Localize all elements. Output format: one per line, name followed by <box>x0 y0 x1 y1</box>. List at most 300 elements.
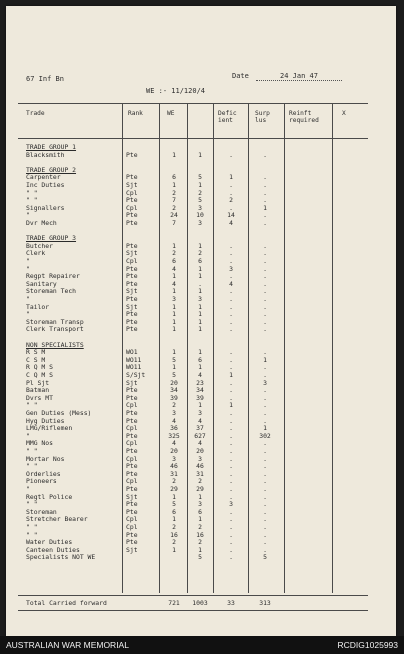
rank-cell: Cpl <box>126 439 138 448</box>
total-label: Total Carried forward <box>26 600 107 607</box>
actual-cell: 1 <box>198 264 202 273</box>
actual-cell: 37 <box>196 424 204 433</box>
we-cell: 4 <box>172 416 176 425</box>
col-header-deficient-2: ient <box>218 117 233 124</box>
surplus-cell: . <box>263 325 267 334</box>
deficient-cell: . <box>229 272 233 281</box>
we-cell: 36 <box>170 424 178 433</box>
we-cell: 24 <box>170 211 178 220</box>
trade-cell: Hyg Duties <box>26 417 65 425</box>
actual-cell: 2 <box>198 538 202 547</box>
trade-cell: MMG Nos <box>26 440 53 448</box>
rank-cell: Pte <box>126 241 138 250</box>
trade-cell: Dvr Mech <box>26 220 57 227</box>
rank-cell: Pte <box>126 447 138 455</box>
actual-cell: 3 <box>198 454 202 463</box>
total-we: 721 <box>168 599 180 607</box>
trade-cell: " <box>26 311 30 319</box>
deficient-cell: . <box>229 150 233 159</box>
rank-cell: Cpl <box>126 203 138 212</box>
actual-cell: 20 <box>196 447 204 455</box>
trade-cell: " <box>26 265 30 273</box>
deficient-cell: . <box>229 287 233 296</box>
deficient-cell: . <box>229 386 233 395</box>
surplus-cell: . <box>263 371 267 379</box>
surplus-cell: . <box>263 295 267 303</box>
rank-cell: Sjt <box>126 492 138 501</box>
deficient-cell: . <box>229 447 233 455</box>
col-header-rank: Rank <box>128 110 143 117</box>
we-cell: 1 <box>172 363 176 372</box>
total-actual: 1003 <box>192 599 208 607</box>
deficient-cell: . <box>229 477 233 486</box>
actual-cell: 1 <box>198 317 202 326</box>
surplus-cell: 302 <box>259 431 271 440</box>
deficient-cell: . <box>229 492 233 501</box>
actual-cell: 6 <box>198 507 202 516</box>
we-cell: 1 <box>172 241 176 250</box>
actual-cell: 1 <box>198 181 202 189</box>
actual-cell: 29 <box>196 485 204 493</box>
rank-cell: Cpl <box>126 424 138 433</box>
deficient-cell: 1 <box>229 401 233 410</box>
trade-cell: " " <box>26 402 38 410</box>
we-cell: 325 <box>168 431 180 440</box>
surplus-cell: . <box>263 492 267 501</box>
rank-cell: Pte <box>126 409 138 417</box>
rank-cell: WO11 <box>126 363 142 372</box>
surplus-cell: . <box>263 310 267 319</box>
total-surplus: 313 <box>259 599 271 607</box>
actual-cell: 6 <box>198 257 202 265</box>
we-cell: 1 <box>172 287 176 296</box>
we-cell: 4 <box>172 279 176 288</box>
surplus-cell: . <box>263 545 267 554</box>
we-cell: 1 <box>172 317 176 326</box>
unit-name: 67 Inf Bn <box>26 75 64 83</box>
actual-cell: 1 <box>198 272 202 281</box>
we-cell: 7 <box>172 196 176 205</box>
trade-cell: R S M <box>26 349 46 357</box>
rank-cell: Sjt <box>126 287 138 296</box>
surplus-cell: . <box>263 196 267 205</box>
table-row <box>6 159 396 167</box>
we-cell: 20 <box>170 378 178 387</box>
surplus-cell: . <box>263 181 267 189</box>
rank-cell: WO1 <box>126 348 138 357</box>
we-cell: 6 <box>172 507 176 516</box>
deficient-cell: . <box>229 363 233 372</box>
total-rule-bottom <box>18 610 368 611</box>
rank-cell: Sjt <box>126 545 138 554</box>
header-rule <box>18 138 368 139</box>
trade-cell: NON SPECIALISTS <box>26 341 84 349</box>
rank-cell: Cpl <box>126 257 138 265</box>
actual-cell: 4 <box>198 371 202 379</box>
we-cell: 6 <box>172 173 176 182</box>
actual-cell: 1 <box>198 287 202 296</box>
we-cell: 20 <box>170 447 178 455</box>
table-row <box>6 220 396 228</box>
deficient-cell: . <box>229 295 233 303</box>
surplus-cell: . <box>263 515 267 524</box>
rank-cell: Pte <box>126 416 138 425</box>
surplus-cell: . <box>263 469 267 478</box>
rank-cell: Pte <box>126 295 138 303</box>
surplus-cell: . <box>263 317 267 326</box>
footer-source: AUSTRALIAN WAR MEMORIAL <box>6 640 129 650</box>
trade-cell: R Q M S <box>26 364 53 372</box>
rank-cell: Cpl <box>126 523 138 531</box>
rank-cell: Pte <box>126 173 138 182</box>
deficient-cell: . <box>229 181 233 189</box>
we-cell: 2 <box>172 401 176 410</box>
actual-cell: 3 <box>198 500 202 509</box>
we-cell: 7 <box>172 219 176 227</box>
surplus-cell: 3 <box>263 378 267 387</box>
rank-cell: Pte <box>126 219 138 227</box>
table-row <box>6 554 396 562</box>
trade-cell: Orderlies <box>26 470 61 478</box>
surplus-cell: 5 <box>263 553 267 562</box>
deficient-cell: . <box>229 317 233 326</box>
deficient-cell: . <box>229 507 233 516</box>
actual-cell: 2 <box>198 249 202 258</box>
surplus-cell: . <box>263 538 267 547</box>
actual-cell: 5 <box>198 553 202 562</box>
trade-cell: Clerk <box>26 250 46 258</box>
rank-cell: Cpl <box>126 188 138 197</box>
rank-cell: Pte <box>126 530 138 539</box>
rank-cell: Pte <box>126 538 138 547</box>
trade-cell: " <box>26 486 30 493</box>
trade-cell: Blacksmith <box>26 151 65 159</box>
deficient-cell: . <box>229 553 233 562</box>
we-cell: 1 <box>172 545 176 554</box>
trade-cell: Storeman <box>26 508 57 516</box>
table-row <box>6 326 396 334</box>
actual-cell: 3 <box>198 203 202 212</box>
table-row <box>6 334 396 342</box>
deficient-cell: . <box>229 523 233 531</box>
rank-cell: Pte <box>126 211 138 220</box>
trade-cell: C Q M S <box>26 372 53 379</box>
surplus-cell: . <box>263 409 267 417</box>
col-header-reinft: Reinft <box>289 110 312 117</box>
actual-cell: 1 <box>198 241 202 250</box>
surplus-cell: 1 <box>263 355 267 364</box>
table-top-rule <box>18 103 368 104</box>
trade-cell: " " <box>26 197 38 205</box>
surplus-cell: . <box>263 485 267 493</box>
trade-cell: " " <box>26 189 38 197</box>
surplus-cell: . <box>263 287 267 296</box>
actual-cell: 1 <box>198 325 202 334</box>
trade-cell: Regpt Repairer <box>26 273 80 281</box>
deficient-cell: . <box>229 188 233 197</box>
rank-cell: Pte <box>126 462 138 471</box>
we-cell: 3 <box>172 454 176 463</box>
deficient-cell: . <box>229 545 233 554</box>
rank-cell: Pte <box>126 325 138 334</box>
surplus-cell: . <box>263 279 267 288</box>
rank-cell: Pte <box>126 500 138 509</box>
we-cell: 29 <box>170 485 178 493</box>
trade-cell: C S M <box>26 356 46 364</box>
surplus-cell: . <box>263 507 267 516</box>
trade-cell: Batman <box>26 387 50 395</box>
actual-cell: 3 <box>198 409 202 417</box>
deficient-cell: . <box>229 302 233 311</box>
deficient-cell: 3 <box>229 500 233 509</box>
document-page <box>6 6 396 636</box>
col-header-reinft-2: required <box>289 117 319 124</box>
surplus-cell: . <box>263 241 267 250</box>
deficient-cell: . <box>229 454 233 463</box>
deficient-cell: . <box>229 469 233 478</box>
we-cell: 2 <box>172 188 176 197</box>
rank-cell: Pte <box>126 393 138 402</box>
deficient-cell: . <box>229 485 233 493</box>
we-cell: 1 <box>172 272 176 281</box>
actual-cell: 1 <box>198 401 202 410</box>
rank-cell: Pte <box>126 279 138 288</box>
rank-cell: Pte <box>126 264 138 273</box>
trade-cell: Signallers <box>26 204 65 212</box>
date-value: 24 Jan 47 <box>256 72 342 81</box>
we-cell: 1 <box>172 325 176 334</box>
surplus-cell: 1 <box>263 203 267 212</box>
deficient-cell: 4 <box>229 219 233 227</box>
we-cell: 2 <box>172 249 176 258</box>
surplus-cell: . <box>263 523 267 531</box>
rank-cell: Cpl <box>126 477 138 486</box>
we-cell: 1 <box>172 310 176 319</box>
deficient-cell: . <box>229 348 233 357</box>
total-rule <box>18 595 368 596</box>
archive-footer <box>0 636 404 654</box>
surplus-cell: . <box>263 530 267 539</box>
we-cell: 4 <box>172 439 176 448</box>
trade-cell: TRADE GROUP 2 <box>26 166 77 174</box>
rank-cell: Sjt <box>126 378 138 387</box>
surplus-cell: . <box>263 416 267 425</box>
rank-cell: Sjt <box>126 181 138 189</box>
deficient-cell: . <box>229 203 233 212</box>
actual-cell: 3 <box>198 219 202 227</box>
rank-cell: Pte <box>126 386 138 395</box>
deficient-cell: 1 <box>229 173 233 182</box>
trade-cell: " " <box>26 448 38 455</box>
trade-cell: Gen Duties (Mess) <box>26 410 92 417</box>
we-cell: 2 <box>172 477 176 486</box>
table-row <box>6 152 396 160</box>
actual-cell: 1 <box>198 302 202 311</box>
actual-cell: 6 <box>198 355 202 364</box>
surplus-cell: . <box>263 401 267 410</box>
we-cell: 1 <box>172 150 176 159</box>
we-cell: 2 <box>172 538 176 547</box>
actual-cell: 23 <box>196 378 204 387</box>
surplus-cell: . <box>263 439 267 448</box>
deficient-cell: . <box>229 393 233 402</box>
trade-cell: Stretcher Bearer <box>26 516 88 524</box>
trade-cell: Pl Sjt <box>26 379 50 387</box>
we-cell: 16 <box>170 530 178 539</box>
surplus-cell: . <box>263 219 267 227</box>
actual-cell: 1 <box>198 515 202 524</box>
deficient-cell: . <box>229 439 233 448</box>
deficient-cell: . <box>229 530 233 539</box>
trade-cell: Specialists NOT WE <box>26 554 96 562</box>
surplus-cell: . <box>263 249 267 258</box>
deficient-cell: . <box>229 515 233 524</box>
we-cell: 2 <box>172 523 176 531</box>
trade-cell: " <box>26 258 30 265</box>
col-header-surplus: Surp <box>255 110 270 117</box>
trade-cell: " <box>26 296 30 303</box>
trade-cell: TRADE GROUP 3 <box>26 235 77 243</box>
actual-cell: 4 <box>198 439 202 448</box>
footer-id: RCDIG1025993 <box>337 640 398 650</box>
trade-cell: TRADE GROUP 1 <box>26 144 77 151</box>
actual-cell: 16 <box>196 530 204 539</box>
trade-cell: " <box>26 212 30 220</box>
deficient-cell: . <box>229 409 233 417</box>
trade-cell: Clerk Transport <box>26 326 84 334</box>
table-row <box>6 228 396 236</box>
rank-cell: Pte <box>126 310 138 319</box>
actual-cell: 31 <box>196 469 204 478</box>
deficient-cell: . <box>229 310 233 319</box>
surplus-cell: . <box>263 302 267 311</box>
we-cell: 6 <box>172 257 176 265</box>
rank-cell: Cpl <box>126 515 138 524</box>
deficient-cell: . <box>229 325 233 334</box>
surplus-cell: . <box>263 500 267 509</box>
surplus-cell: . <box>263 272 267 281</box>
actual-cell: 3 <box>198 295 202 303</box>
surplus-cell: . <box>263 462 267 471</box>
rank-cell: Sjt <box>126 302 138 311</box>
rank-cell: Cpl <box>126 454 138 463</box>
rank-cell: S/Sjt <box>126 371 146 379</box>
actual-cell: 5 <box>198 173 202 182</box>
deficient-cell: . <box>229 241 233 250</box>
trade-cell: Dvrs MT <box>26 394 53 402</box>
deficient-cell: . <box>229 462 233 471</box>
rank-cell: Pte <box>126 317 138 326</box>
total-deficient: 33 <box>227 599 235 607</box>
deficient-cell: . <box>229 257 233 265</box>
rank-cell: Pte <box>126 431 138 440</box>
deficient-cell: . <box>229 424 233 433</box>
trade-cell: Canteen Duties <box>26 546 80 554</box>
surplus-cell: . <box>263 363 267 372</box>
establishment-ref: WE :- 11/120/4 <box>146 87 206 95</box>
rank-cell: Pte <box>126 485 138 493</box>
surplus-cell: . <box>263 211 267 220</box>
surplus-cell: . <box>263 447 267 455</box>
actual-cell: 627 <box>194 431 206 440</box>
we-cell: 1 <box>172 515 176 524</box>
trade-cell: Carpenter <box>26 174 61 182</box>
actual-cell: 2 <box>198 523 202 531</box>
deficient-cell: 2 <box>229 196 233 205</box>
we-cell: 34 <box>170 386 178 395</box>
trade-cell: LMG/Riflemen <box>26 425 73 433</box>
actual-cell: 1 <box>198 545 202 554</box>
surplus-cell: . <box>263 188 267 197</box>
rank-cell: Pte <box>126 196 138 205</box>
trade-cell: Tailor <box>26 303 50 311</box>
date-label: Date <box>232 72 249 80</box>
deficient-cell: . <box>229 416 233 425</box>
trade-cell: Storeman Tech <box>26 288 77 296</box>
deficient-cell: . <box>229 249 233 258</box>
actual-cell: 5 <box>198 196 202 205</box>
trade-cell: Mortar Nos <box>26 455 65 463</box>
rank-cell: Sjt <box>126 249 138 258</box>
deficient-cell: 4 <box>229 279 233 288</box>
surplus-cell: . <box>263 393 267 402</box>
rank-cell: Pte <box>126 507 138 516</box>
col-header-x: X <box>342 110 346 117</box>
rank-cell: Pte <box>126 150 138 159</box>
we-cell: 5 <box>172 355 176 364</box>
we-cell: 1 <box>172 348 176 357</box>
surplus-cell: . <box>263 264 267 273</box>
trade-cell: Storeman Transp <box>26 318 84 326</box>
we-cell: 31 <box>170 469 178 478</box>
we-cell: 2 <box>172 203 176 212</box>
total-row <box>6 600 396 608</box>
actual-cell: 1 <box>198 348 202 357</box>
trade-cell: Butcher <box>26 242 53 250</box>
col-header-we: WE <box>167 110 175 117</box>
surplus-cell: 1 <box>263 424 267 433</box>
actual-cell: 4 <box>198 416 202 425</box>
col-header-surplus-2: lus <box>255 117 267 124</box>
col-header-deficient: Defic <box>218 110 237 117</box>
rank-cell: Cpl <box>126 401 138 410</box>
actual-cell: 2 <box>198 188 202 197</box>
we-cell: 1 <box>172 492 176 501</box>
deficient-cell: . <box>229 538 233 547</box>
deficient-cell: . <box>229 378 233 387</box>
trade-cell: " <box>26 432 30 440</box>
trade-cell: " " <box>26 501 38 509</box>
trade-cell: Inc Duties <box>26 182 65 189</box>
trade-cell: " " <box>26 524 38 531</box>
surplus-cell: . <box>263 150 267 159</box>
col-header-trade: Trade <box>26 110 45 117</box>
we-cell: 3 <box>172 409 176 417</box>
trade-cell: Pioneers <box>26 478 57 486</box>
we-cell: 4 <box>172 264 176 273</box>
rank-cell: WO11 <box>126 355 142 364</box>
we-cell: 3 <box>172 295 176 303</box>
actual-cell: 1 <box>198 310 202 319</box>
surplus-cell: . <box>263 173 267 182</box>
we-cell: 5 <box>172 371 176 379</box>
actual-cell: 2 <box>198 477 202 486</box>
we-cell: 39 <box>170 393 178 402</box>
actual-cell: 1 <box>198 150 202 159</box>
rank-cell: Pte <box>126 272 138 281</box>
deficient-cell: 14 <box>227 211 235 220</box>
trade-cell: Sanitary <box>26 280 57 288</box>
